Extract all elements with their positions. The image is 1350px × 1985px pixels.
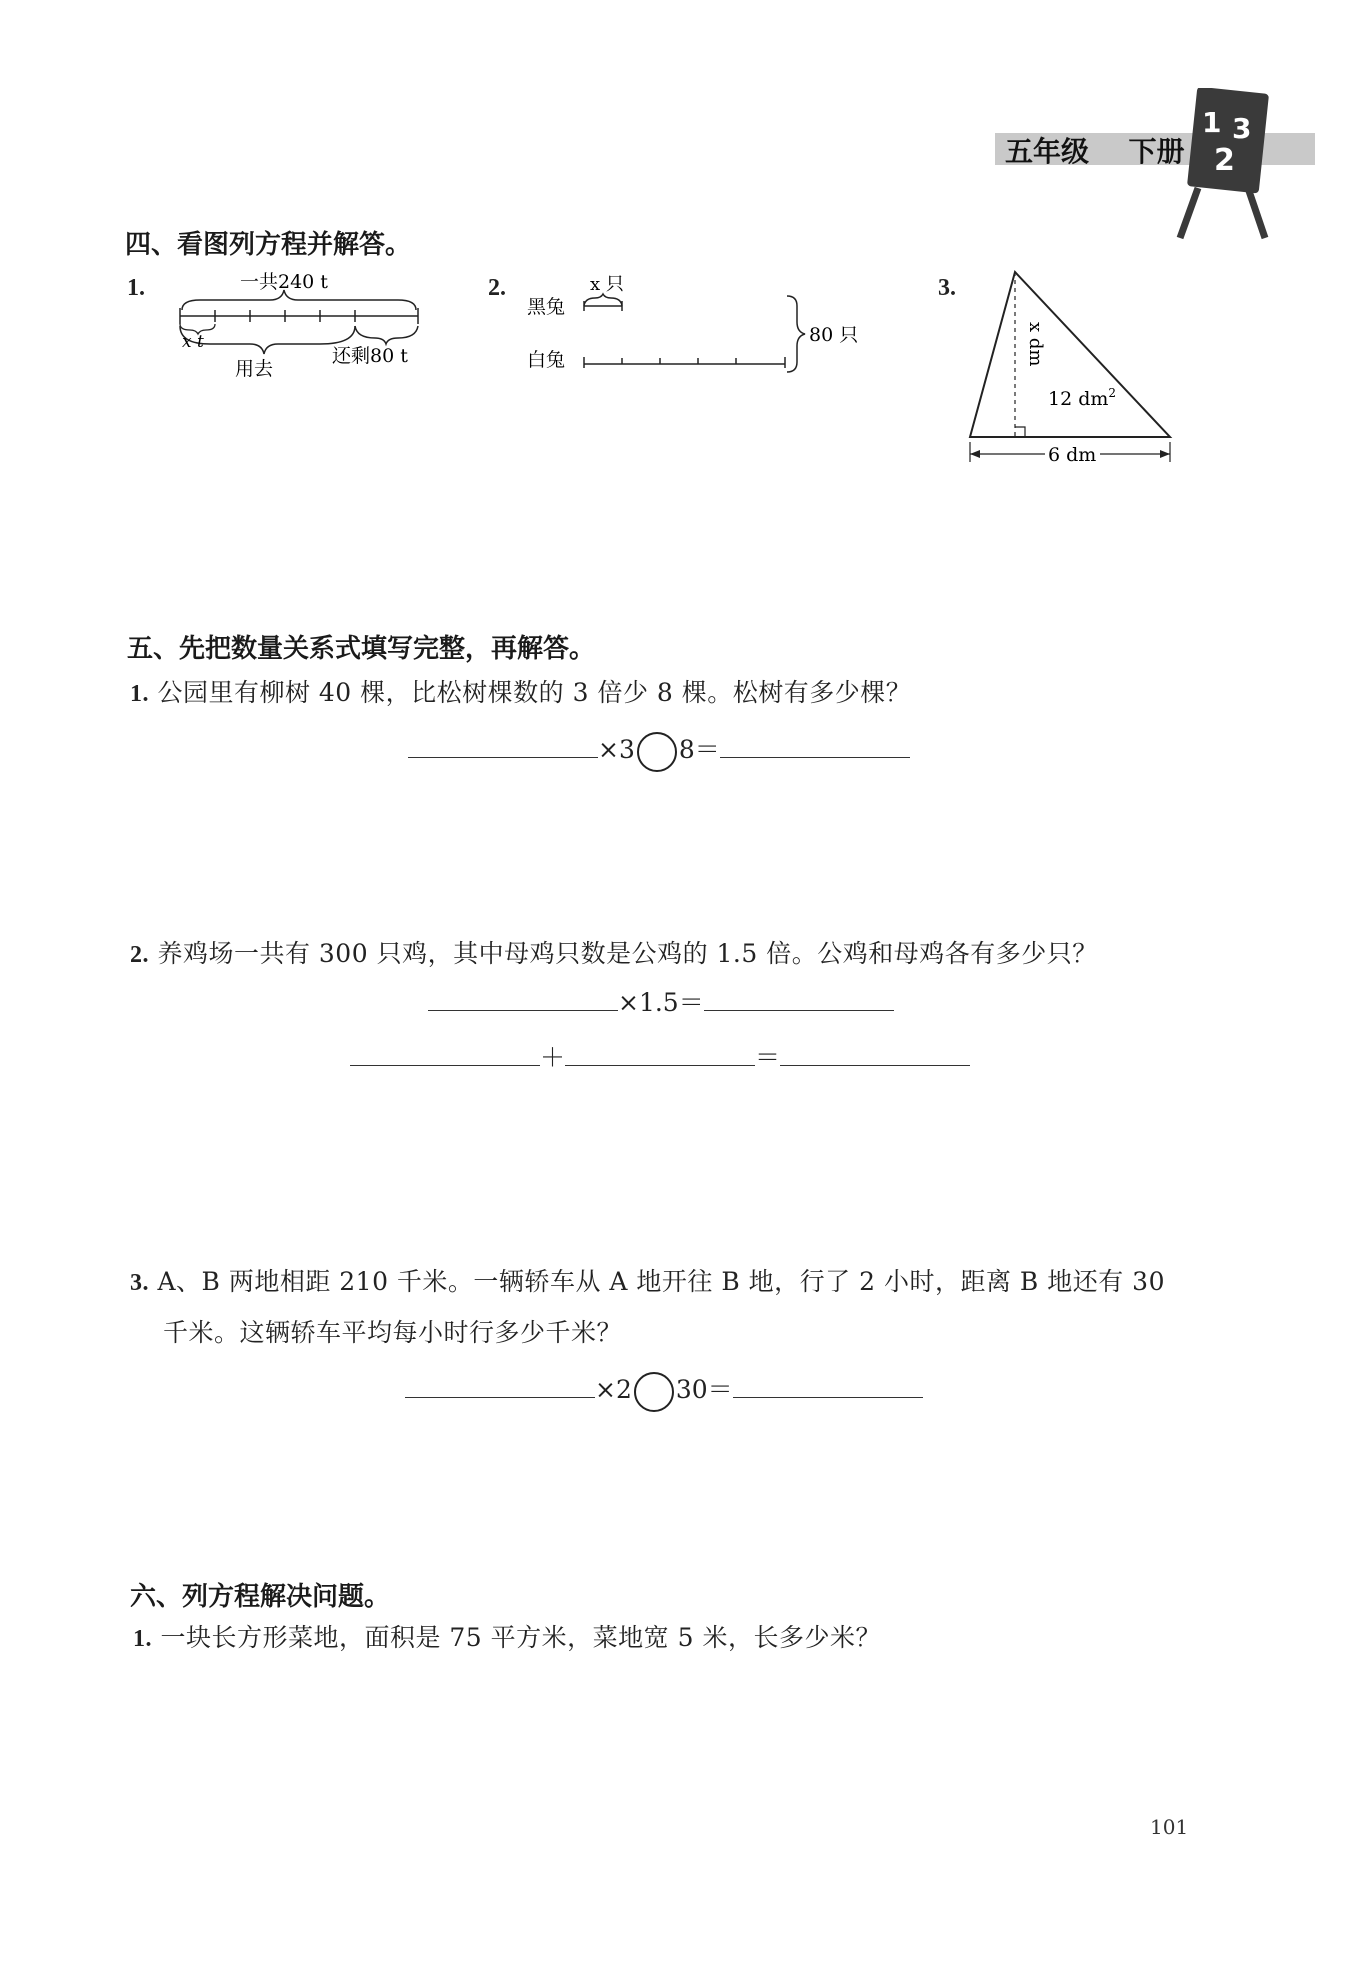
- s5-q2-text: 养鸡场一共有 300 只鸡，其中母鸡只数是公鸡的 1.5 倍。公鸡和母鸡各有多少只？: [157, 939, 1098, 968]
- answer-blank[interactable]: [405, 1373, 595, 1398]
- height-label: x dm: [1025, 322, 1046, 367]
- base-label: 6 dm: [1048, 444, 1097, 466]
- answer-blank[interactable]: [720, 733, 910, 758]
- s5-q3-formula: ×2 30＝: [405, 1370, 923, 1412]
- s6-q1-number: 1.: [133, 1626, 152, 1652]
- operator-circle[interactable]: [634, 1372, 674, 1412]
- total-label: 一共240 t: [240, 271, 328, 293]
- s5-q1-number: 1.: [130, 681, 149, 707]
- answer-blank[interactable]: [350, 1041, 540, 1066]
- section4-title: 四、看图列方程并解答。: [125, 230, 412, 260]
- s4-item2-number: 2.: [488, 275, 506, 301]
- total-brace: [787, 296, 805, 372]
- logo-digit-2: 2: [1214, 143, 1235, 178]
- s5-question1: [130, 673, 911, 709]
- s5-q3-text-line2: 千米。这辆轿车平均每小时行多少千米？: [163, 1318, 623, 1347]
- s4-item1-diagram: [170, 268, 440, 383]
- answer-blank[interactable]: [780, 1041, 970, 1066]
- operator-circle[interactable]: [637, 732, 677, 772]
- area-label: 12 $dm^2$: [1048, 386, 1117, 410]
- s5-q1-text: 公园里有柳树 40 棵，比松树棵数的 3 倍少 8 棵。松树有多少棵？: [157, 678, 912, 707]
- answer-blank[interactable]: [565, 1041, 755, 1066]
- grade-label: [1005, 130, 1185, 170]
- s5-q1-formula: ×3 8＝: [408, 730, 910, 772]
- s5-q2-formula2: ＋ ＝: [350, 1038, 970, 1074]
- grade-text: 五年级: [1005, 135, 1090, 168]
- s5-q2-number: 2.: [130, 942, 149, 968]
- section6-title: 六、列方程解决问题。: [130, 1582, 391, 1612]
- used-label: 用去: [235, 358, 274, 380]
- remaining-brace: [355, 326, 418, 344]
- s4-item3-number: 3.: [938, 275, 956, 301]
- black-rabbit-label: 黑兔: [527, 296, 566, 318]
- answer-blank[interactable]: [704, 986, 894, 1011]
- s5-q3-number: 3.: [130, 1270, 149, 1296]
- s4-item2-diagram: [525, 268, 875, 378]
- s6-q1-text: 一块长方形菜地，面积是 75 平方米，菜地宽 5 米，长多少米？: [160, 1623, 881, 1652]
- s4-item1-number: 1.: [127, 275, 145, 301]
- total-label: 80 只: [809, 324, 859, 346]
- part-label: x t: [182, 332, 204, 352]
- volume-text: 下册: [1128, 135, 1185, 168]
- section5-title: 五、先把数量关系式填写完整，再解答。: [127, 634, 596, 664]
- blackboard-logo-icon: [1170, 88, 1285, 248]
- answer-blank[interactable]: [428, 986, 618, 1011]
- answer-blank[interactable]: [408, 733, 598, 758]
- total-brace: [182, 290, 416, 310]
- logo-digit-1: 1: [1202, 106, 1222, 139]
- logo-digit-3: 3: [1232, 112, 1252, 145]
- s5-q2-formula1: ×1.5＝: [428, 983, 894, 1019]
- remaining-label: 还剩80 t: [332, 345, 408, 367]
- s4-item3-triangle: [960, 262, 1180, 472]
- white-rabbit-label: 白兔: [527, 349, 566, 371]
- triangle-shape: [970, 272, 1170, 437]
- s5-q3-text-line1: A、B 两地相距 210 千米。一辆轿车从 A 地开往 B 地，行了 2 小时，距离 B 地还有 30: [157, 1267, 1165, 1296]
- s5-question3-line1: [130, 1262, 1165, 1298]
- black-count-label: x 只: [590, 274, 624, 295]
- answer-blank[interactable]: [733, 1373, 923, 1398]
- s5-question2: [130, 934, 1098, 970]
- s6-question1: [133, 1618, 881, 1654]
- page-number: 101: [1150, 1815, 1189, 1839]
